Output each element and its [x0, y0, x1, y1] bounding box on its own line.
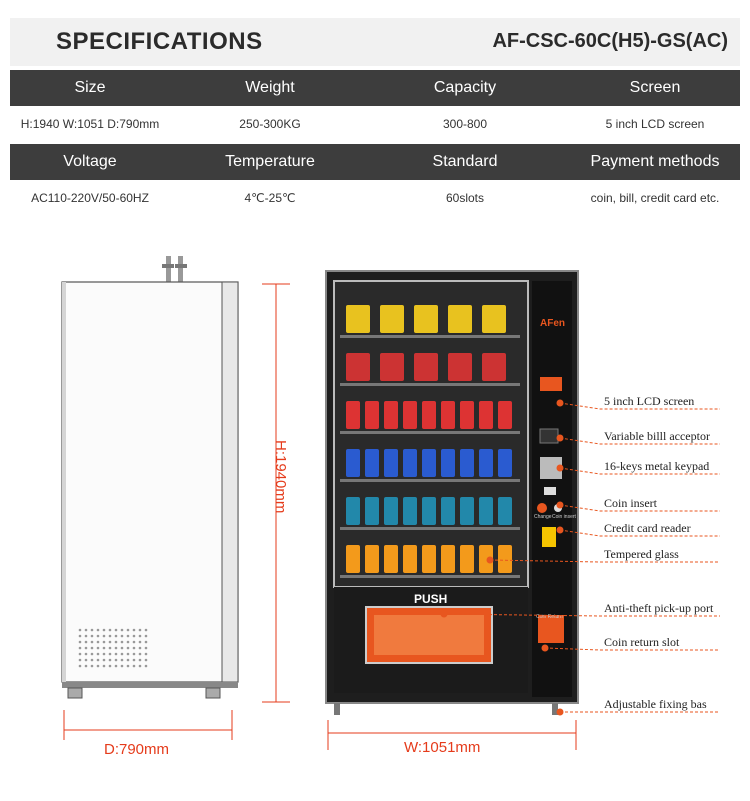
spec-header-capacity: Capacity: [433, 79, 497, 96]
spec-header-standard: Standard: [432, 153, 498, 170]
spec-value-voltage: AC110-220V/50-60HZ: [31, 191, 149, 205]
callout-label: Adjustable fixing bas: [604, 697, 707, 711]
change-label: Change: [534, 514, 552, 520]
width-dimension-label: W:1051mm: [404, 739, 481, 756]
spec-value-payment: coin, bill, credit card etc.: [590, 191, 720, 205]
page-title: SPECIFICATIONS: [56, 28, 263, 55]
spec-value-weight: 250-300KG: [239, 117, 301, 131]
spec-header-payment: Payment methods: [590, 153, 720, 170]
spec-value-size: H:1940 W:1051 D:790mm: [20, 117, 160, 131]
depth-dimension-label: D:790mm: [104, 741, 170, 758]
spec-value-capacity: 300-800: [442, 117, 488, 131]
spec-value-standard: 60slots: [445, 191, 485, 205]
spec-value-temperature: 4℃-25℃: [244, 191, 296, 205]
spec-header-temperature: Temperature: [225, 153, 315, 170]
spec-value-screen: 5 inch LCD screen: [605, 117, 705, 131]
callout-label: Variable billl acceptor: [604, 429, 710, 443]
spec-header-voltage: Voltage: [63, 153, 117, 170]
spec-header-size: Size: [74, 79, 106, 96]
coin-insert-label: Coin insert: [552, 514, 576, 520]
callout-label: 16-keys metal keypad: [604, 459, 710, 473]
brand-logo: AFen: [540, 318, 565, 329]
callout-label: Anti-theft pick-up port: [604, 601, 714, 615]
model-number: AF-CSC-60C(H5)-GS(AC): [492, 30, 728, 52]
callout-label: Credit card reader: [604, 521, 691, 535]
push-label: PUSH: [414, 592, 448, 606]
spec-header-weight: Weight: [245, 79, 295, 96]
spec-header-screen: Screen: [629, 79, 681, 96]
callout-label: Coin return slot: [604, 635, 680, 649]
height-dimension-label: H:1940mm: [272, 440, 289, 514]
callout-label: Coin insert: [604, 496, 657, 510]
callout-label: Tempered glass: [604, 547, 679, 561]
callout-label: 5 inch LCD screen: [604, 394, 695, 408]
coin-return-label: Coin Return: [536, 614, 563, 620]
